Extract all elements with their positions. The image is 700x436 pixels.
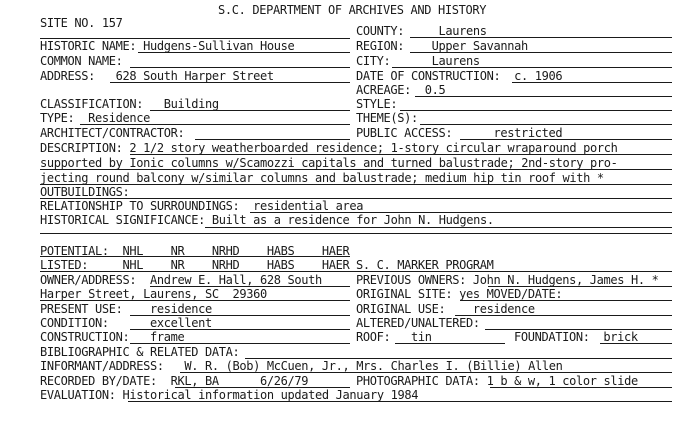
rule (130, 329, 350, 330)
common-name: COMMON NAME: (40, 54, 123, 68)
listed: LISTED: NHL NR NRHD HABS HAER (40, 258, 350, 272)
original-site: ORIGINAL SITE: yes MOVED/DATE: (356, 287, 563, 301)
rule (175, 387, 350, 388)
rule (512, 82, 672, 83)
description-line-2: supported by Ionic columns w/Scamozzi capitals and turned balustrade; 2nd-story pro- (40, 156, 618, 170)
rule (485, 329, 672, 330)
rule (138, 52, 350, 53)
relationship-to-surroundings: RELATIONSHIP TO SURROUNDINGS: residential area (40, 199, 364, 213)
rule (180, 372, 672, 373)
rule (415, 96, 672, 97)
rule (460, 139, 672, 140)
original-use: ORIGINAL USE: residence (356, 302, 535, 316)
rule (245, 358, 672, 359)
rule (110, 82, 350, 83)
rule (410, 52, 672, 53)
rule (395, 343, 505, 344)
region: REGION: Upper Savannah (356, 39, 528, 53)
rule (392, 67, 672, 68)
rule (400, 110, 672, 111)
informant-address: INFORMANT/ADDRESS: W. R. (Bob) McCuen, Jr., Mrs. Charles I. (Billie) Allen (40, 359, 563, 373)
rule (40, 169, 672, 170)
acreage: ACREAGE: 0.5 (356, 83, 446, 97)
rule (130, 315, 350, 316)
recorded-by-date: RECORDED BY/DATE: RKL, BA 6/26/79 (40, 374, 309, 388)
evaluation: EVALUATION: Historical information updated January 1984 (40, 388, 419, 402)
rule (40, 184, 672, 185)
rule (40, 198, 672, 199)
type: TYPE: Residence (40, 111, 150, 125)
rule (420, 124, 672, 125)
form-title: S.C. DEPARTMENT OF ARCHIVES AND HISTORY (218, 3, 487, 17)
architect-contractor: ARCHITECT/CONTRACTOR: (40, 126, 185, 140)
county: COUNTY: Laurens (356, 24, 487, 38)
rule (40, 300, 350, 301)
owner-address-1: OWNER/ADDRESS: Andrew E. Hall, 628 South (40, 273, 322, 287)
themes: THEME(S): (356, 111, 418, 125)
rule (250, 212, 672, 213)
outbuildings: OUTBUILDINGS: (40, 185, 130, 199)
city: CITY: Laurens (356, 54, 480, 68)
altered-unaltered: ALTERED/UNALTERED: (356, 316, 480, 330)
rule (40, 38, 350, 39)
rule (40, 256, 350, 257)
rule (410, 37, 672, 38)
rule (40, 271, 672, 272)
rule (195, 139, 350, 140)
description-line-3: jecting round balcony w/similar columns and balustrade; medium hip tin roof with * (40, 171, 604, 185)
historic-name: HISTORIC NAME: Hudgens-Sullivan House (40, 39, 295, 53)
rule (80, 124, 350, 125)
roof: ROOF: tin (356, 330, 432, 344)
present-use: PRESENT USE: residence (40, 302, 212, 316)
style: STYLE: (356, 97, 398, 111)
rule (130, 154, 672, 155)
rule (460, 300, 672, 301)
rule (490, 387, 672, 388)
construction: CONSTRUCTION: frame (40, 330, 185, 344)
rule (150, 110, 350, 111)
address: ADDRESS: 628 South Harper Street (40, 69, 274, 83)
condition: CONDITION: excellent (40, 316, 212, 330)
rule (600, 343, 672, 344)
previous-owners: PREVIOUS OWNERS: John N. Hudgens, James H. * (356, 273, 659, 287)
historical-significance: HISTORICAL SIGNIFICANCE: Built as a residence for John N. Hudgens. (40, 213, 494, 227)
site-no: SITE NO. 157 (40, 16, 123, 30)
rule (150, 286, 350, 287)
photographic-data: PHOTOGRAPHIC DATA: 1 b & w, 1 color slide (356, 374, 638, 388)
rule (130, 343, 350, 344)
date-of-construction: DATE OF CONSTRUCTION: c. 1906 (356, 69, 563, 83)
rule (128, 401, 672, 402)
foundation: FOUNDATION: brick (514, 330, 638, 344)
classification: CLASSIFICATION: Building (40, 97, 219, 111)
rule (130, 67, 350, 68)
bibliographic-data: BIBLIOGRAPHIC & RELATED DATA: (40, 345, 240, 359)
rule (40, 233, 672, 234)
rule (488, 286, 672, 287)
potential: POTENTIAL: NHL NR NRHD HABS HAER (40, 244, 350, 258)
description-line-1: DESCRIPTION: 2 1/2 story weatherboarded residence; 1-story circular wraparound porch (40, 141, 618, 155)
sc-marker-program: S. C. MARKER PROGRAM (356, 258, 494, 272)
owner-address-2: Harper Street, Laurens, SC 29360 (40, 287, 267, 301)
public-access: PUBLIC ACCESS: restricted (356, 126, 563, 140)
rule (455, 315, 672, 316)
rule (205, 227, 672, 228)
